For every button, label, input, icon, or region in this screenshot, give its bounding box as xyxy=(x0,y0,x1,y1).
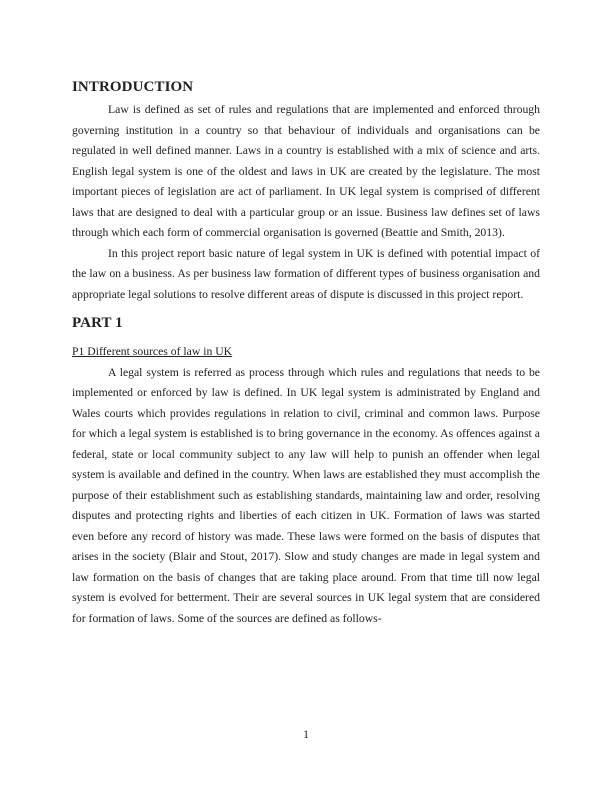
part-1-paragraph: A legal system is referred as process through which rules and regulations that needs to be implemented or enforced by law is defined. In UK legal system is administrated by England and Wales courts which provides regulations in relation to civil, criminal and common laws. Purpose for which a legal system is established is to bring governance in the economy. As offences against a federal, state or local community subject to any law will help to punish an offender when legal system is available and defined in the country. When laws are established they must accomplish the purpose of their establishment such as establishing standards, maintaining law and order, resolving disputes and protecting rights and liberties of each citizen in UK. Formation of laws was started even before any record of history was made. These laws were formed on the basis of disputes that arises in the society (Blair and Stout, 2017). Slow and study changes are made in legal system and law formation on the basis of changes that are taking place around. From that time till now legal system is evolved for betterment. Their are several sources in UK legal system that are considered for formation of laws. Some of the sources are defined as follows- xyxy=(72,365,540,625)
introduction-heading: INTRODUCTION xyxy=(72,79,194,95)
part-1-heading: PART 1 xyxy=(72,315,123,331)
section-subheading: P1 Different sources of law in UK xyxy=(72,345,233,358)
document-body xyxy=(72,78,540,629)
intro-paragraph-1: Law is defined as set of rules and regulations that are implemented and enforced through governing institution in a country so that behaviour of individuals and organisations can be regulated in well defined manner. Laws in a country is established with a mix of science and arts. English legal system is one of the oldest and laws in UK are created by the legislature. The most important pieces of legislation are act of parliament. In UK legal system is comprised of different laws that are designed to deal with a particular group or an issue. Business law defines set of laws through which each form of commercial organisation is governed (Beattie and Smith, 2013). xyxy=(72,103,540,239)
intro-paragraph-2: In this project report basic nature of legal system in UK is defined with potential impact of the law on a business. As per business law formation of different types of business organisation and appropriate legal solutions to resolve different areas of dispute is discussed in this project report. xyxy=(72,246,540,301)
page-number: 1 xyxy=(303,728,309,741)
